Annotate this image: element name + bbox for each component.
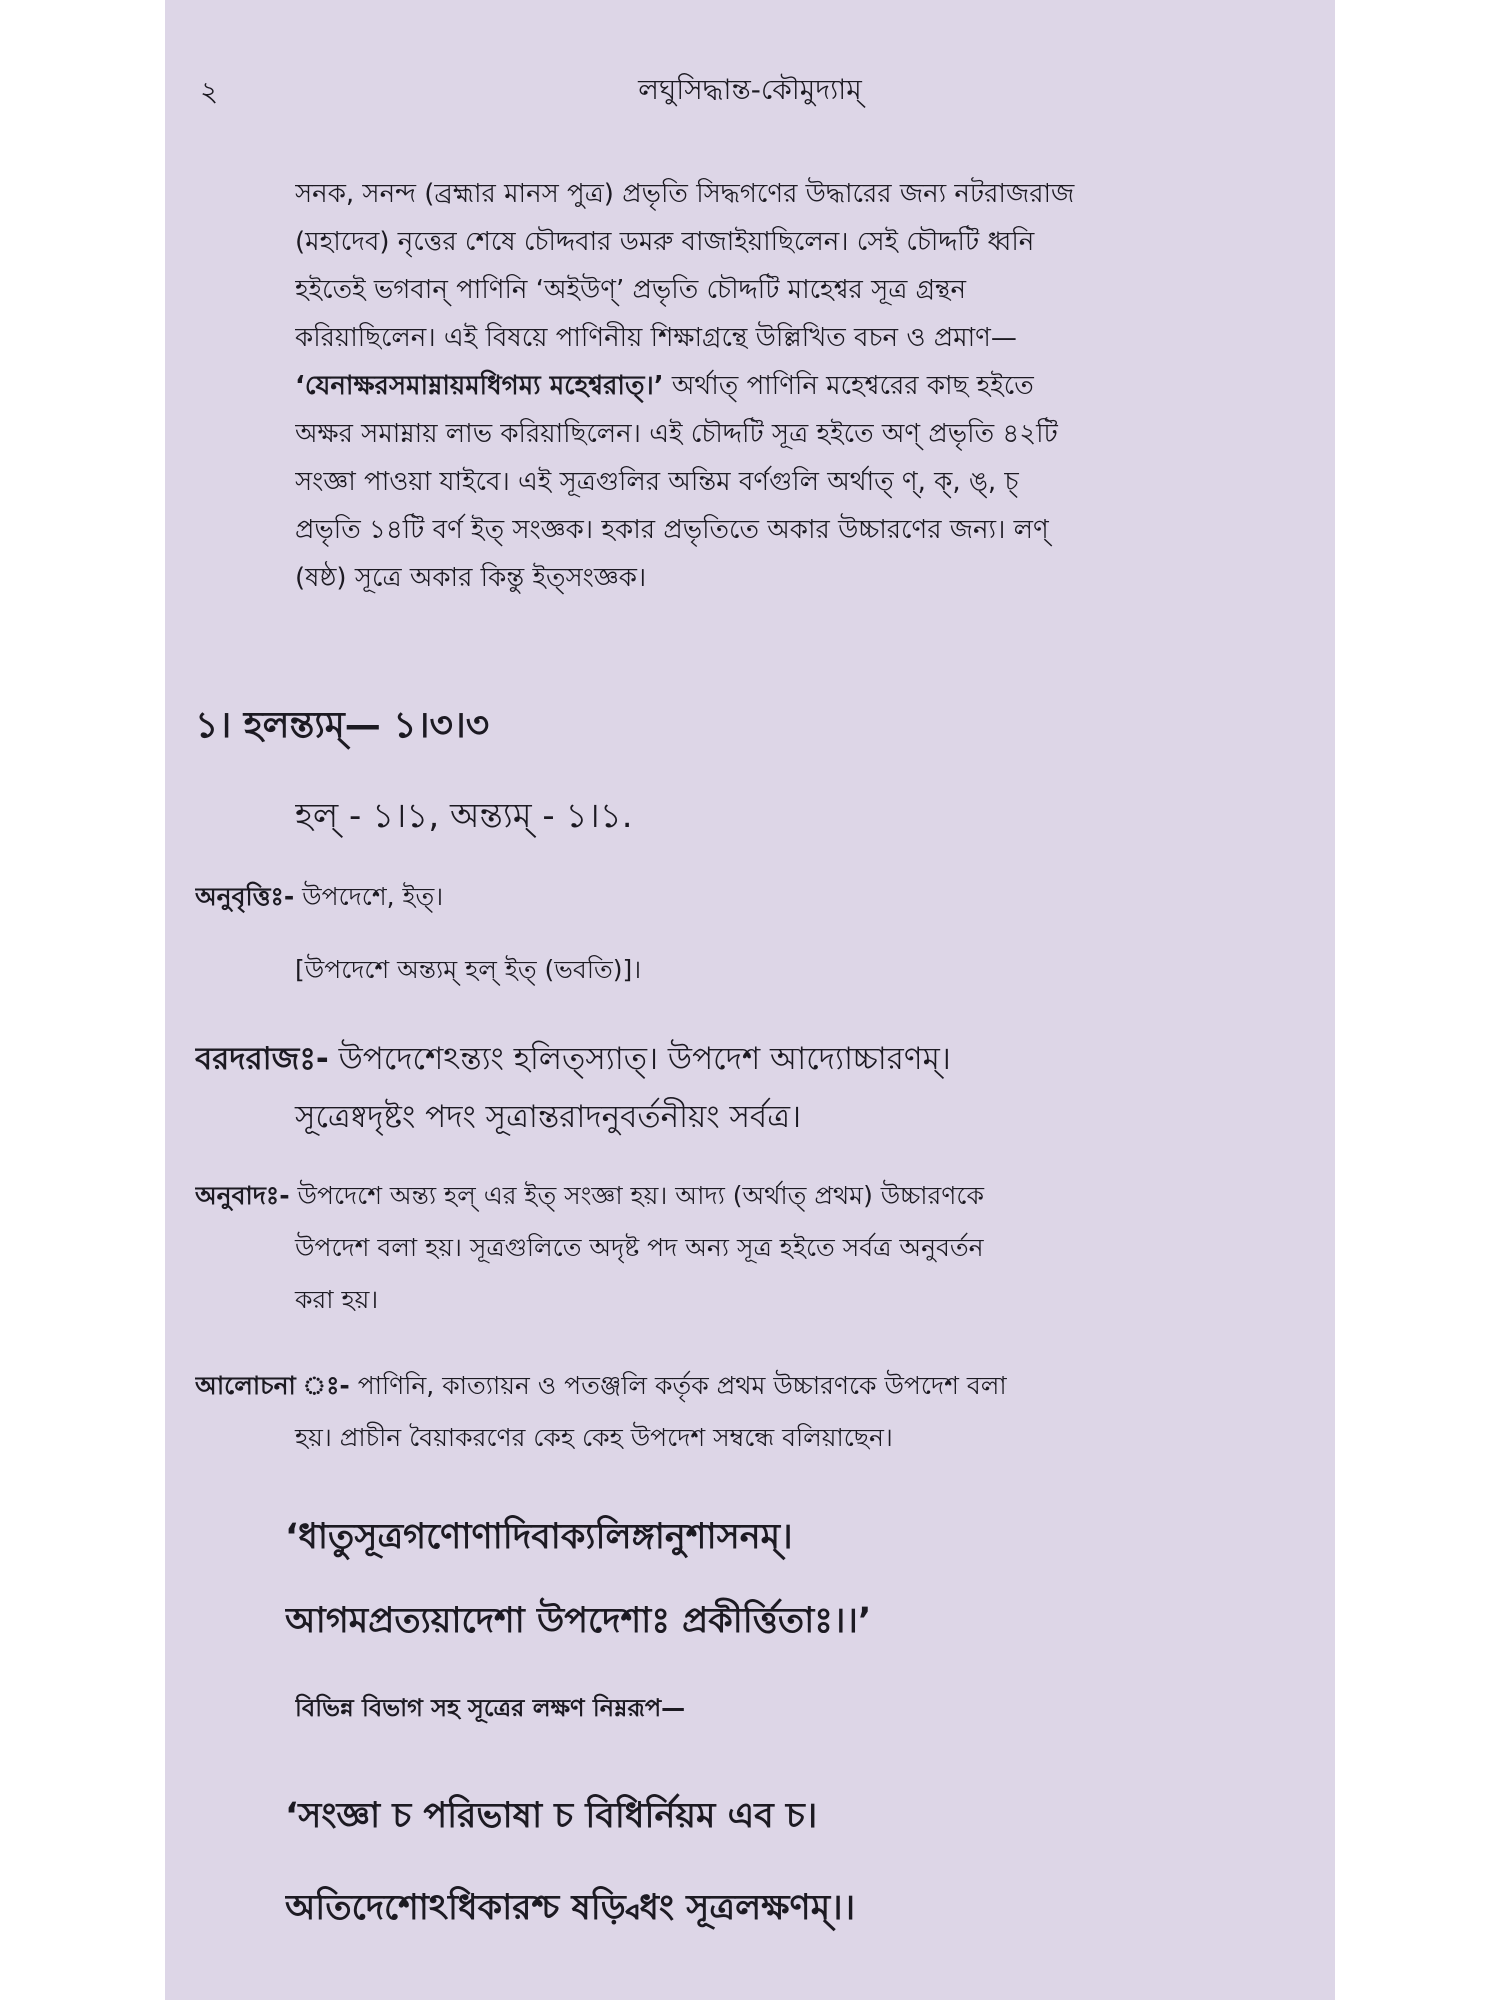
verse-line: ‘সংজ্ঞা চ পরিভাষা চ বিধির্নিয়ম এব চ।: [285, 1796, 818, 1836]
quote-explanation: অর্থাত্ পাণিনি মহেশ্বরের কাছ হইতে: [663, 371, 1034, 401]
text-line: (ষষ্ঠ) সূত্রে অকার কিন্তু ইত্সংজ্ঞক।: [295, 563, 647, 593]
anuvritti-line: [195, 877, 443, 920]
quote-line: [295, 362, 1295, 410]
varadaraja-commentary: [195, 1030, 1305, 1146]
anuvritti-text: উপদেশে, ইত্।: [294, 882, 444, 911]
varadaraja-text: উপদেশেঽন্ত্যং হলিত্স্যাত্। উপদেশ আদ্যোচ্চারণম্।: [328, 1041, 951, 1077]
alocana-label: আলোচনা ঃ-: [195, 1371, 350, 1400]
discussion-line: [195, 1360, 1305, 1412]
translation-line: করা হয়।: [295, 1285, 379, 1314]
anuvada-label: অনুবাদঃ-: [195, 1181, 290, 1210]
discussion-line: হয়। প্রাচীন বৈয়াকরণের কেহ কেহ উপদেশ সম্বন্ধে বলিয়াছেন।: [295, 1423, 893, 1452]
commentary-line: [195, 1030, 1305, 1088]
page-number: ২: [200, 75, 219, 108]
running-title: লঘুসিদ্ধান্ত-কৌমুদ্যাম্: [638, 73, 862, 106]
translation-line: [195, 1170, 1305, 1222]
text-line: হইতেই ভগবান্ পাণিনি ‘অইউণ্’ প্রভৃতি চৌদ্দটি মাহেশ্বর সূত্র গ্রন্থন: [295, 275, 967, 305]
verse-line: আগমপ্রত্যয়াদেশা উপদেশাঃ প্রকীর্ত্তিতাঃ।।’: [285, 1601, 872, 1641]
text-line: অক্ষর সমাম্নায় লাভ করিয়াছিলেন। এই চৌদ্দটি সূত্র হইতে অণ্ প্রভৃতি ৪২টি: [295, 419, 1058, 449]
varadaraja-label: বরদরাজঃ-: [195, 1041, 329, 1077]
alocana-text: পাণিনি, কাত্যায়ন ও পতঞ্জলি কর্তৃক প্রথম উচ্চারণকে উপদেশ বলা: [349, 1371, 1007, 1400]
alocana-discussion: [195, 1360, 1305, 1464]
anuvritti-expansion: [উপদেশে অন্ত্যম্ হল্ ইত্ (ভবতি)]।: [295, 955, 642, 984]
commentary-line: সূত্রেষ্বদৃষ্টং পদং সূত্রান্তরাদনুবর্তনীয়ং সর্বত্র।: [295, 1099, 802, 1135]
verse-line: ‘ধাতুসূত্রগণোণাদিবাক্যলিঙ্গানুশাসনম্।: [285, 1517, 793, 1557]
book-page: [165, 0, 1335, 2000]
verse-line: অতিদেশোঽধিকারশ্চ ষড়্বিধং সূত্রলক্ষণম্।।: [285, 1888, 856, 1928]
anuvritti-label: অনুবৃত্তিঃ-: [195, 882, 295, 911]
text-line: করিয়াছিলেন। এই বিষয়ে পাণিনীয় শিক্ষাগ্রন্থে উল্লিখিত বচন ও প্রমাণ—: [295, 323, 1017, 353]
shiksha-quote: ‘যেনাক্ষরসমাম্নায়মধিগম্য মহেশ্বরাত্।’: [295, 371, 664, 401]
intro-paragraph: [295, 170, 1295, 602]
sutra-lakshana-verse: [285, 1770, 855, 1954]
upadesha-verse: [285, 1495, 871, 1663]
text-line: (মহাদেব) নৃত্তের শেষে চৌদ্দবার ডমরু বাজাইয়াছিলেন। সেই চৌদ্দটি ধ্বনি: [295, 227, 1035, 257]
text-line: প্রভৃতি ১৪টি বর্ণ ইত্ সংজ্ঞক। হকার প্রভৃতিতে অকার উচ্চারণের জন্য। লণ্: [295, 515, 1049, 545]
sutra-types-lead: বিভিন্ন বিভাগ সহ সূত্রের লক্ষণ নিম্নরূপ—: [295, 1694, 686, 1722]
text-line: সংজ্ঞা পাওয়া যাইবে। এই সূত্রগুলির অন্তিম বর্ণগুলি অর্থাত্ ণ্, ক্, ঙ্, চ্: [295, 467, 1019, 497]
anuvada-translation: [195, 1170, 1305, 1326]
anuvada-text: উপদেশে অন্ত্য হল্ এর ইত্ সংজ্ঞা হয়। আদ্য (অর্থাত্ প্রথম) উচ্চারণকে: [289, 1181, 984, 1210]
text-line: সনক, সনন্দ (ব্রহ্মার মানস পুত্র) প্রভৃতি সিদ্ধগণের উদ্ধারের জন্য নটরাজরাজ: [295, 179, 1075, 209]
sutra-heading: ১। হলন্ত্যম্— ১।৩।৩: [195, 705, 490, 746]
sutra-parts: হল্ - ১।১, অন্ত্যম্ - ১।১.: [295, 796, 633, 836]
translation-line: উপদেশ বলা হয়। সূত্রগুলিতে অদৃষ্ট পদ অন্য সূত্র হইতে সর্বত্র অনুবর্তন: [295, 1233, 984, 1262]
